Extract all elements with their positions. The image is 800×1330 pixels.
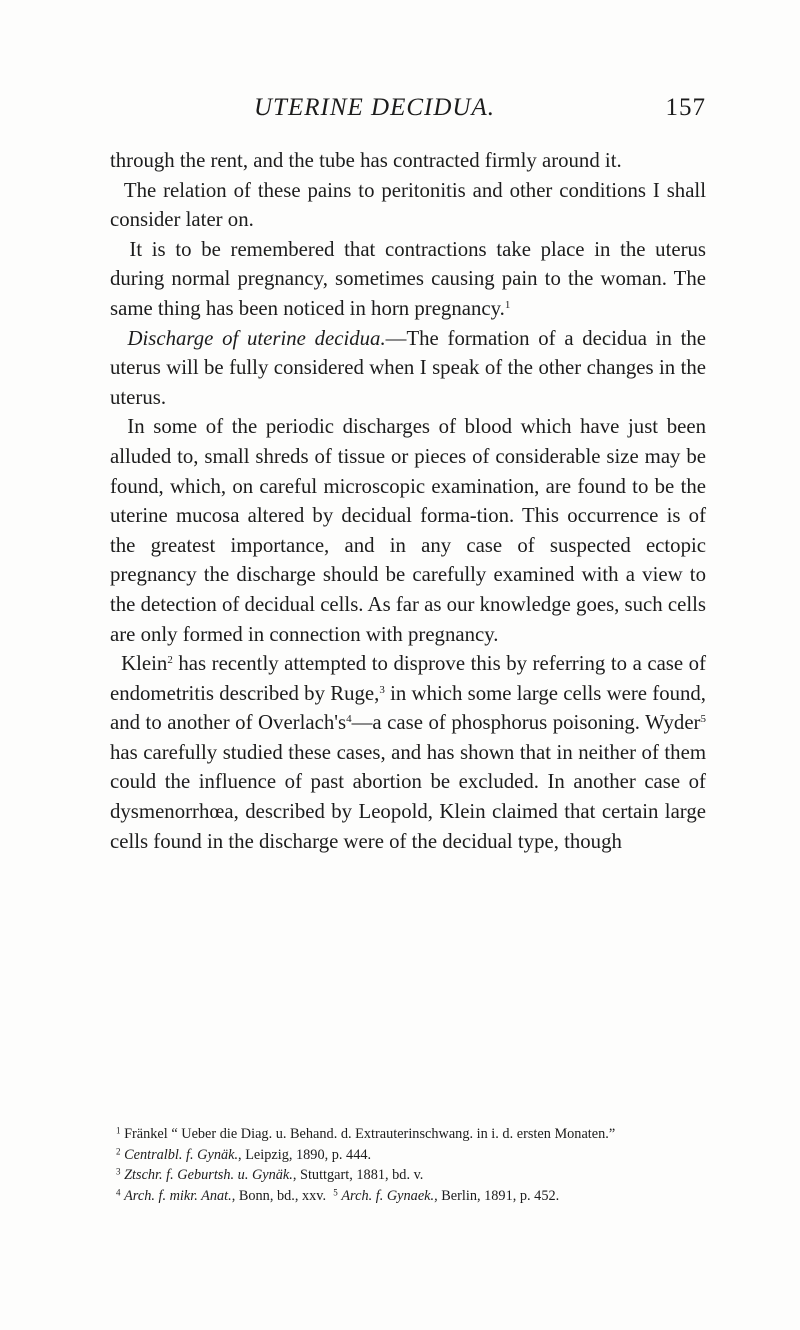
footnote-5-text: , Berlin, 1891, p. 452. xyxy=(434,1187,560,1204)
footnote-2-text: , Leipzig, 1890, p. 444. xyxy=(238,1146,372,1163)
paragraph-3 xyxy=(110,235,706,324)
footnote-2 xyxy=(110,1145,706,1166)
footnote-3-source: Ztschr. f. Geburtsh. u. Gynäk. xyxy=(124,1167,293,1183)
footnotes xyxy=(110,1124,706,1206)
footnote-1 xyxy=(110,1124,706,1145)
paragraph-5 xyxy=(110,412,706,649)
paragraph-4-text: —The formation of a decidua in the uterus will be fully considered when I speak of the other changes in the uterus. xyxy=(110,326,706,409)
footnote-4-source: Arch. f. mikr. Anat. xyxy=(124,1187,232,1204)
paragraph-3-text: It is to be remembered that contractions take place in the uterus during normal pregnancy, sometimes causing pain to the woman. The same thing has been noticed in horn pregnancy. xyxy=(110,237,707,320)
running-title: UTERINE DECIDUA. xyxy=(254,94,495,121)
paragraph-6-text-a: Klein xyxy=(121,652,168,676)
paragraph-5-text: In some of the periodic discharges of blood which have just been alluded to, small shreds of tissue or pieces of considerable size may be found, which, on careful microscopic examination, are found to be the uterine mucosa altered by decidual forma-tion. This occurrence is of the greatest importance, and in any case of suspected ectopic pregnancy the discharge should be carefully examined with a view to the detection of decidual cells. As far as our knowledge goes, such cells are only formed in connection with pregnancy. xyxy=(110,415,706,646)
paragraph-4 xyxy=(110,324,706,413)
paragraph-6-text-e: has carefully studied these cases, and has shown that in neither of them could the influence of past abortion be excluded. In another case of dysmenorrhœa, described by Leopold, Klein claimed that certain large cells found in the discharge were of the decidual type, though xyxy=(110,740,706,853)
paragraph-6-text-c: in which some large cells were found, and to another of Overlach's xyxy=(110,681,706,735)
paragraph-6-text-d: —a case of phosphorus poisoning. Wyder xyxy=(351,711,701,735)
footnote-4-number: 4 xyxy=(116,1187,121,1197)
footnote-5-source: Arch. f. Gynaek. xyxy=(341,1187,435,1204)
footnote-ref-4[interactable]: 4 xyxy=(346,713,352,726)
page-number: 157 xyxy=(665,94,706,121)
footnote-ref-5[interactable]: 5 xyxy=(700,713,706,726)
footnote-3 xyxy=(110,1165,706,1186)
footnote-ref-2[interactable]: 2 xyxy=(167,653,173,666)
footnote-1-number: 1 xyxy=(116,1125,121,1136)
footnote-4-text: , Bonn, bd., xxv. xyxy=(231,1187,327,1204)
paragraph-1-text: through the rent, and the tube has contracted firmly around it. xyxy=(110,149,622,172)
footnote-3-number: 3 xyxy=(116,1166,121,1177)
paragraph-6 xyxy=(110,649,706,856)
footnote-2-source: Centralbl. f. Gynäk. xyxy=(124,1146,239,1163)
main-text xyxy=(110,146,706,856)
footnote-ref-3[interactable]: 3 xyxy=(379,683,385,696)
footnote-1-text: Fränkel “ Ueber die Diag. u. Behand. d. Extrauterinschwang. in i. d. ersten Monaten.” xyxy=(120,1126,616,1142)
paragraph-6-text-b: has recently attempted to disprove this by referring to a case of endometritis described by Ruge, xyxy=(110,652,707,705)
running-header xyxy=(110,94,706,128)
footnote-ref-1[interactable]: 1 xyxy=(504,298,511,311)
paragraph-2-text: The relation of these pains to peritonitis and other conditions I shall consider later on. xyxy=(110,178,706,232)
section-heading-discharge: Discharge of uterine decidua. xyxy=(127,326,386,350)
paragraph-1 xyxy=(110,146,706,176)
paragraph-2 xyxy=(110,176,706,235)
footnote-4-5 xyxy=(110,1186,706,1207)
footnote-5-number: 5 xyxy=(333,1187,338,1197)
footnote-2-number: 2 xyxy=(116,1146,121,1156)
footnote-3-text: , Stuttgart, 1881, bd. v. xyxy=(292,1167,424,1183)
